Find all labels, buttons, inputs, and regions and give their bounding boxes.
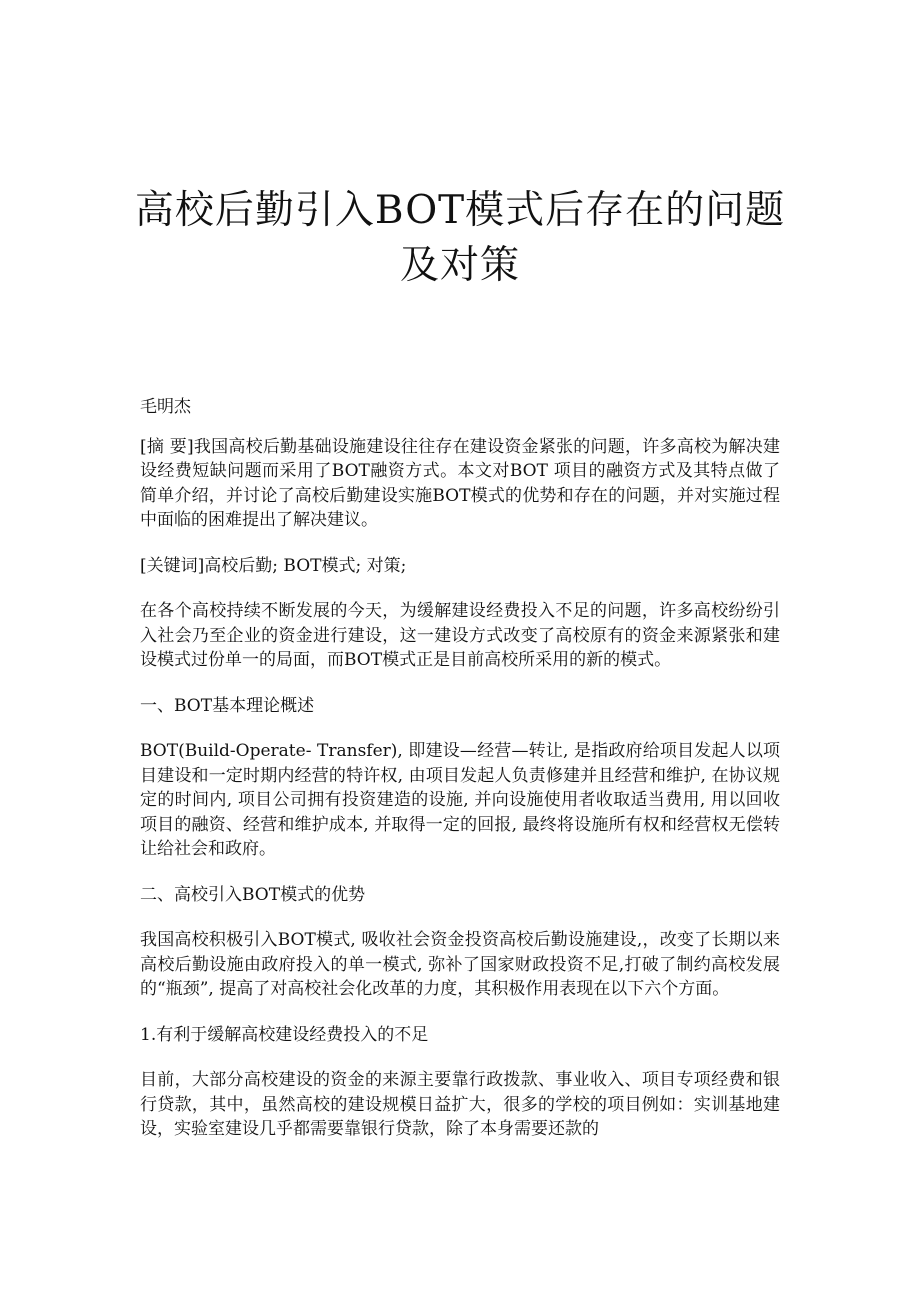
document-title: 高校后勤引入BOT模式后存在的问题及对策: [134, 188, 786, 288]
body-paragraph: BOT(Build-Operate- Transfer), 即建设—经营—转让, 是指政府给项目发起人以项目建设和一定时期内经营的特许权, 由项目发起人负责修建并且经营和维护, 在协议规定的时间内, 项目公司拥有投资建造的设施, 并向设施使用者收取适当费用, 用以回收项目的融资、经营和维护成本, 并取得一定的回报, 最终将设施所有权和经营权无偿转让给社会和政府。: [140, 741, 780, 859]
body-paragraph: 目前，大部分高校建设的资金的来源主要靠行政拨款、事业收入、项目专项经费和银行贷款，其中，虽然高校的建设规模日益扩大，很多的学校的项目例如：实训基地建设，实验室建设几乎都需要靠银行贷款，除了本身需要还款的: [140, 1070, 780, 1139]
section-heading: 一、BOT基本理论概述: [140, 695, 315, 716]
subsection-heading: 1.有利于缓解高校建设经费投入的不足: [140, 1024, 429, 1045]
keywords-paragraph: [关键词]高校后勤; BOT模式; 对策;: [140, 555, 407, 576]
abstract-paragraph: [摘 要]我国高校后勤基础设施建设往往存在建设资金紧张的问题，许多高校为解决建设经费短缺问题而采用了BOT融资方式。本文对BOT 项目的融资方式及其特点做了简单介绍，并讨论了高校后勤建设实施BOT模式的优势和存在的问题，并对实施过程中面临的困难提出了解决建议。: [140, 436, 780, 530]
body-paragraph: 我国高校积极引入BOT模式, 吸收社会资金投资高校后勤设施建设,，改变了长期以来高校后勤设施由政府投入的单一模式, 弥补了国家财政投资不足,打破了制约高校发展的“瓶颈”, 提高了对高校社会化改革的力度，其积极作用表现在以下六个方面。: [140, 930, 780, 999]
intro-paragraph: 在各个高校持续不断发展的今天，为缓解建设经费投入不足的问题，许多高校纷纷引入社会乃至企业的资金进行建设，这一建设方式改变了高校原有的资金来源紧张和建设模式过份单一的局面，而BOT模式正是目前高校所采用的新的模式。: [140, 601, 780, 670]
author-name: 毛明杰: [140, 397, 191, 417]
section-heading: 二、高校引入BOT模式的优势: [140, 884, 366, 905]
document-body: [140, 395, 780, 1163]
